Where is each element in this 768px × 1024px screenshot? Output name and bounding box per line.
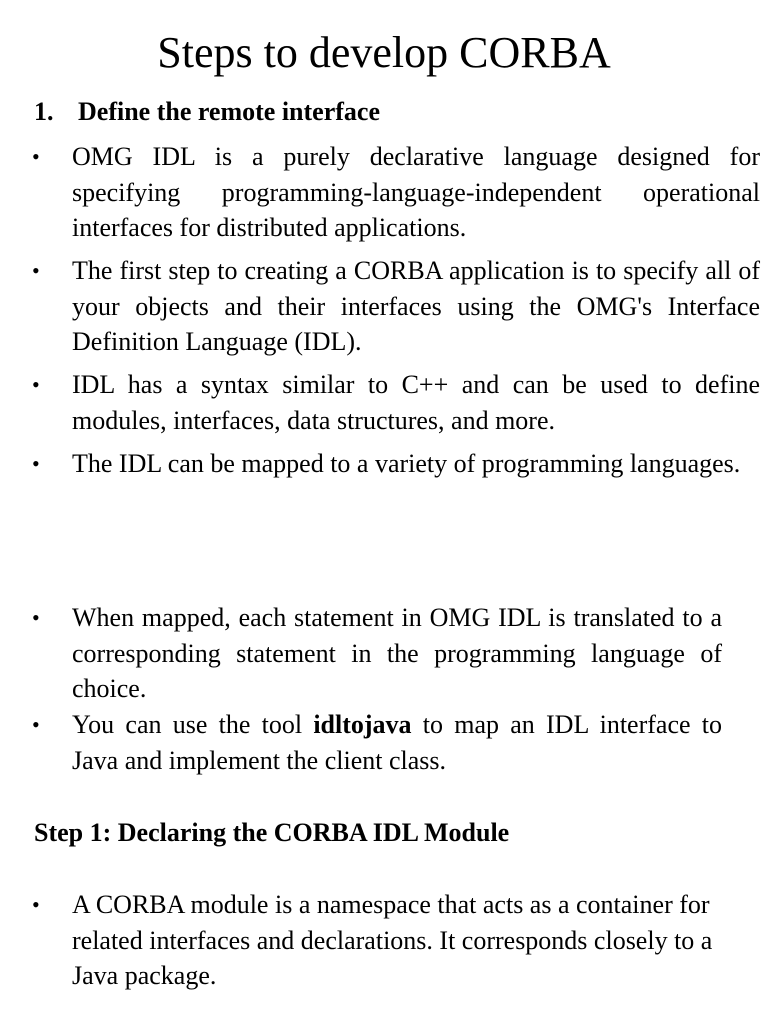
list-item-text: IDL has a syntax similar to C++ and can be used to define modules, interfaces, data structures, and more. <box>72 370 760 435</box>
bullet-icon: • <box>32 372 40 397</box>
list-item-text <box>72 707 722 778</box>
bullet-icon: • <box>32 451 40 476</box>
page-title: Steps to develop CORBA <box>157 28 611 77</box>
bullet-icon: • <box>32 712 40 737</box>
tool-name: idltojava <box>313 710 412 739</box>
list-item-text: When mapped, each statement in OMG IDL is translated to a corresponding statement in the programming language of choice. <box>72 603 722 703</box>
bullet-icon: • <box>32 605 40 630</box>
tool-text-after: to map an IDL interface to Java and implement the client class. <box>72 710 722 775</box>
step-heading-text: Define the remote interface <box>78 97 380 126</box>
bullet-icon: • <box>32 144 40 169</box>
bullet-icon: • <box>32 892 40 917</box>
bullet-icon: • <box>32 258 40 283</box>
step-number: 1. <box>34 97 54 126</box>
step-heading-define-remote-interface <box>34 95 380 129</box>
list-item-text: A CORBA module is a namespace that acts as a container for related interfaces and declarations. It corresponds closely to a Java package. <box>72 890 713 990</box>
section-heading: Step 1: Declaring the CORBA IDL Module <box>34 818 510 847</box>
list-item-text: The first step to creating a CORBA application is to specify all of your objects and their interfaces using the OMG's Interface Definition Language (IDL). <box>72 256 760 356</box>
tool-text-before: You can use the tool <box>72 710 314 739</box>
list-item-text: The IDL can be mapped to a variety of programming languages. <box>72 449 741 478</box>
list-item-text: OMG IDL is a purely declarative language designed for specifying programming-language-independent operational interfaces for distributed applications. <box>72 142 760 242</box>
